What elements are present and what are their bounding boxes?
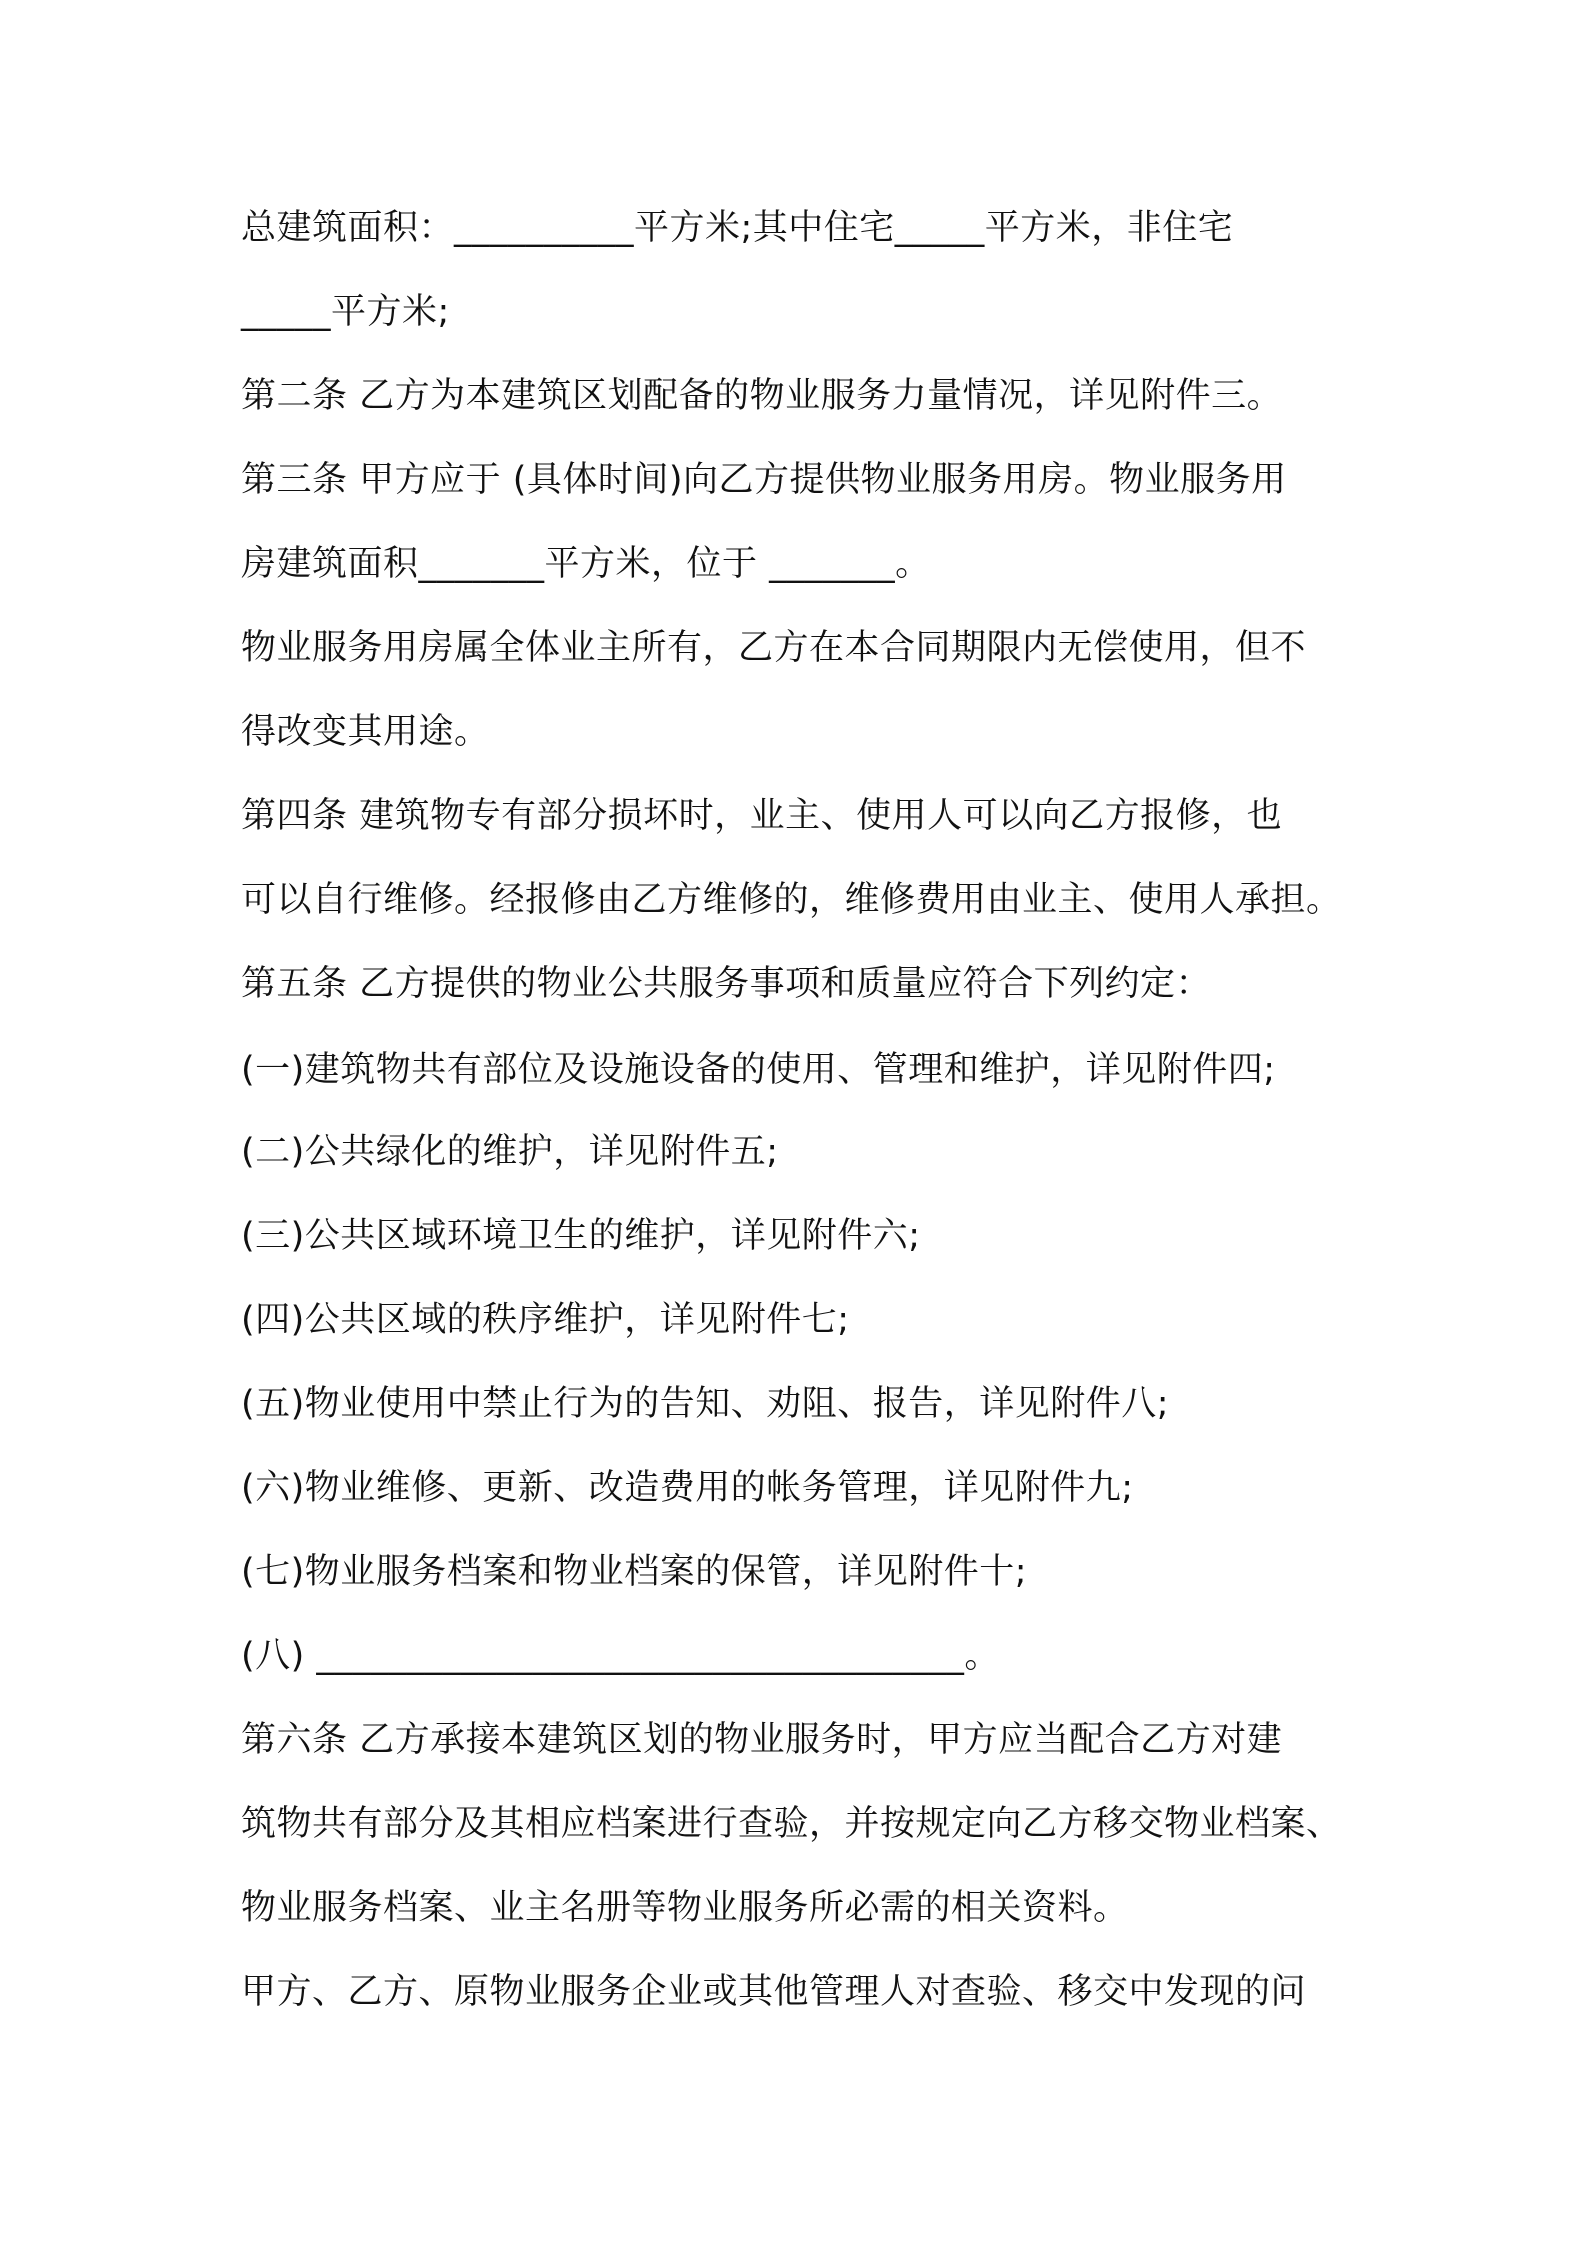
text-line: (四)公共区域的秩序维护，详见附件七;	[241, 1300, 850, 1340]
text-line: 房建筑面积_______平方米，位于 _______。	[241, 544, 931, 584]
text-line: 第三条 甲方应于 (具体时间)向乙方提供物业服务用房。物业服务用	[241, 460, 1287, 500]
text-line: (五)物业使用中禁止行为的告知、劝阻、报告，详见附件八;	[241, 1384, 1170, 1424]
text-line: 可以自行维修。经报修由乙方维修的，维修费用由业主、使用人承担。	[241, 880, 1342, 920]
text-line: (六)物业维修、更新、改造费用的帐务管理，详见附件九;	[241, 1468, 1134, 1508]
text-line: _____平方米;	[241, 292, 450, 332]
text-line: 第四条 建筑物专有部分损坏时，业主、使用人可以向乙方报修，也	[241, 796, 1283, 836]
text-line: 筑物共有部分及其相应档案进行查验，并按规定向乙方移交物业档案、	[241, 1804, 1342, 1844]
text-line: 第二条 乙方为本建筑区划配备的物业服务力量情况，详见附件三。	[241, 376, 1283, 416]
text-line: 总建筑面积：__________平方米;其中住宅_____平方米，非住宅	[241, 208, 1234, 248]
text-line: (一)建筑物共有部位及设施设备的使用、管理和维护，详见附件四;	[241, 1050, 1276, 1090]
text-line: 第五条 乙方提供的物业公共服务事项和质量应符合下列约定：	[241, 964, 1212, 1004]
text-line: 物业服务用房属全体业主所有，乙方在本合同期限内无偿使用，但不	[241, 628, 1307, 668]
text-line: 得改变其用途。	[241, 712, 490, 752]
text-line: 甲方、乙方、原物业服务企业或其他管理人对查验、移交中发现的问	[241, 1972, 1307, 2012]
text-line: 第六条 乙方承接本建筑区划的物业服务时，甲方应当配合乙方对建	[241, 1720, 1283, 1760]
text-line: (八) ____________________________________。	[241, 1636, 1000, 1676]
text-line: (二)公共绿化的维护，详见附件五;	[241, 1132, 779, 1172]
text-line: 物业服务档案、业主名册等物业服务所必需的相关资料。	[241, 1888, 1129, 1928]
text-line: (三)公共区域环境卫生的维护，详见附件六;	[241, 1216, 921, 1256]
text-line: (七)物业服务档案和物业档案的保管，详见附件十;	[241, 1552, 1028, 1592]
